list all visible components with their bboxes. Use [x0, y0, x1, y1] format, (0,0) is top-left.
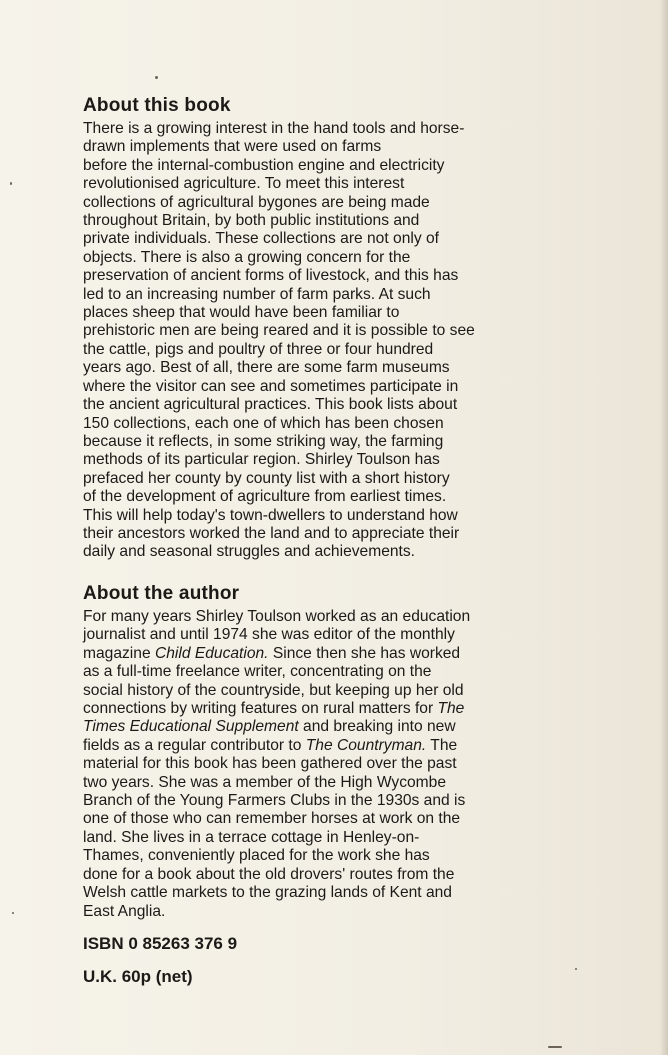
text-line — [83, 645, 543, 663]
text-line: prehistoric men are being reared and it is possible to see — [83, 322, 475, 340]
text-run: material for this book has been gathered over the past — [83, 755, 457, 773]
italic-title: Times Educational Supplement — [83, 718, 299, 736]
text-line: led to an increasing number of farm parks. At such — [83, 285, 431, 303]
text-line: their ancestors worked the land and to appreciate their — [83, 524, 460, 542]
about-author-section — [83, 583, 543, 921]
text-line — [83, 829, 543, 847]
paper-speck — [155, 76, 158, 79]
about-author-text — [83, 608, 543, 921]
text-line — [83, 626, 543, 644]
text-run: magazine — [83, 644, 155, 662]
text-run: social history of the countryside, but keeping up her old — [83, 681, 464, 699]
text-line: preservation of ancient forms of livestock, and this has — [83, 267, 459, 285]
text-line — [83, 737, 543, 755]
text-line: places sheep that would have been familiar to — [83, 304, 400, 322]
text-line: daily and seasonal struggles and achievements. — [83, 543, 416, 561]
text-line: of the development of agriculture from earliest times. — [83, 488, 447, 506]
paper-speck — [12, 912, 14, 914]
text-line — [83, 700, 543, 718]
text-line — [83, 774, 543, 792]
text-line: the cattle, pigs and poultry of three or four hundred — [83, 340, 434, 358]
text-run: Thames, conveniently placed for the work she has — [83, 847, 430, 865]
text-run: connections by writing features on rural matters for — [83, 700, 438, 718]
text-run: and breaking into new — [298, 718, 456, 736]
italic-title: The — [437, 700, 465, 718]
text-line — [83, 792, 543, 810]
paper-speck — [548, 1046, 562, 1048]
text-run: Since then she has worked — [268, 644, 461, 662]
text-line: There is a growing interest in the hand tools and horse- — [83, 120, 465, 137]
text-run: land. She lives in a terrace cottage in Henley-on- — [83, 828, 420, 846]
about-book-section — [83, 95, 543, 562]
text-line — [83, 810, 543, 828]
paper-speck — [575, 968, 577, 970]
text-line: revolutionised agriculture. To meet this interest — [83, 175, 405, 193]
text-run: done for a book about the old drovers' routes from the — [83, 865, 455, 883]
text-run: one of those who can remember horses at work on the — [83, 810, 461, 828]
text-line — [83, 755, 543, 773]
text-run: Welsh cattle markets to the grazing lands of Kent and — [83, 884, 452, 902]
text-run: as a full-time freelance writer, concentrating on the — [83, 663, 432, 681]
text-line: This will help today's town-dwellers to understand how — [83, 506, 458, 524]
text-line: throughout Britain, by both public institutions and — [83, 212, 420, 230]
isbn-number: ISBN 0 85263 376 9 — [83, 934, 238, 953]
text-line: 150 collections, each one of which has been chosen — [83, 414, 444, 432]
italic-title: Child Education. — [154, 644, 269, 662]
text-line — [83, 866, 543, 884]
text-run: The — [426, 736, 458, 754]
text-line: private individuals. These collections are not only of — [83, 230, 439, 248]
text-line: the ancient agricultural practices. This book lists about — [83, 396, 458, 414]
text-line: objects. There is also a growing concern for the — [83, 248, 411, 266]
text-line — [83, 608, 543, 626]
text-line: prefaced her county by county list with a short history — [83, 469, 450, 487]
text-line — [83, 663, 543, 681]
text-line: collections of agricultural bygones are being made — [83, 193, 430, 211]
about-author-heading: About the author — [83, 583, 240, 604]
text-line: drawn implements that were used on farms — [83, 138, 382, 156]
text-line — [83, 682, 543, 700]
text-run: journalist and until 1974 she was editor of the monthly — [83, 626, 455, 644]
price-label: U.K. 60p (net) — [83, 967, 193, 986]
paper-speck — [10, 182, 12, 185]
text-line: methods of its particular region. Shirley Toulson has — [83, 451, 440, 469]
text-line: before the internal-combustion engine and electricity — [83, 156, 445, 174]
text-run: fields as a regular contributor to — [83, 736, 306, 754]
text-line: years ago. Best of all, there are some farm museums — [83, 359, 450, 377]
text-line — [83, 884, 543, 902]
about-book-text — [83, 120, 543, 562]
text-run: For many years Shirley Toulson worked as an education — [83, 608, 471, 625]
cover-edge-shadow — [660, 0, 668, 1055]
text-line: because it reflects, in some striking way, the farming — [83, 432, 444, 450]
text-line: where the visitor can see and sometimes participate in — [83, 377, 459, 395]
text-line — [83, 903, 543, 921]
text-line — [83, 847, 543, 865]
text-run: Branch of the Young Farmers Clubs in the 1930s and is — [83, 792, 466, 810]
italic-title: The Countryman. — [305, 736, 427, 754]
text-run: two years. She was a member of the High Wycombe — [83, 773, 446, 791]
about-book-heading: About this book — [83, 95, 231, 116]
text-line — [83, 718, 543, 736]
text-run: East Anglia. — [83, 902, 166, 920]
